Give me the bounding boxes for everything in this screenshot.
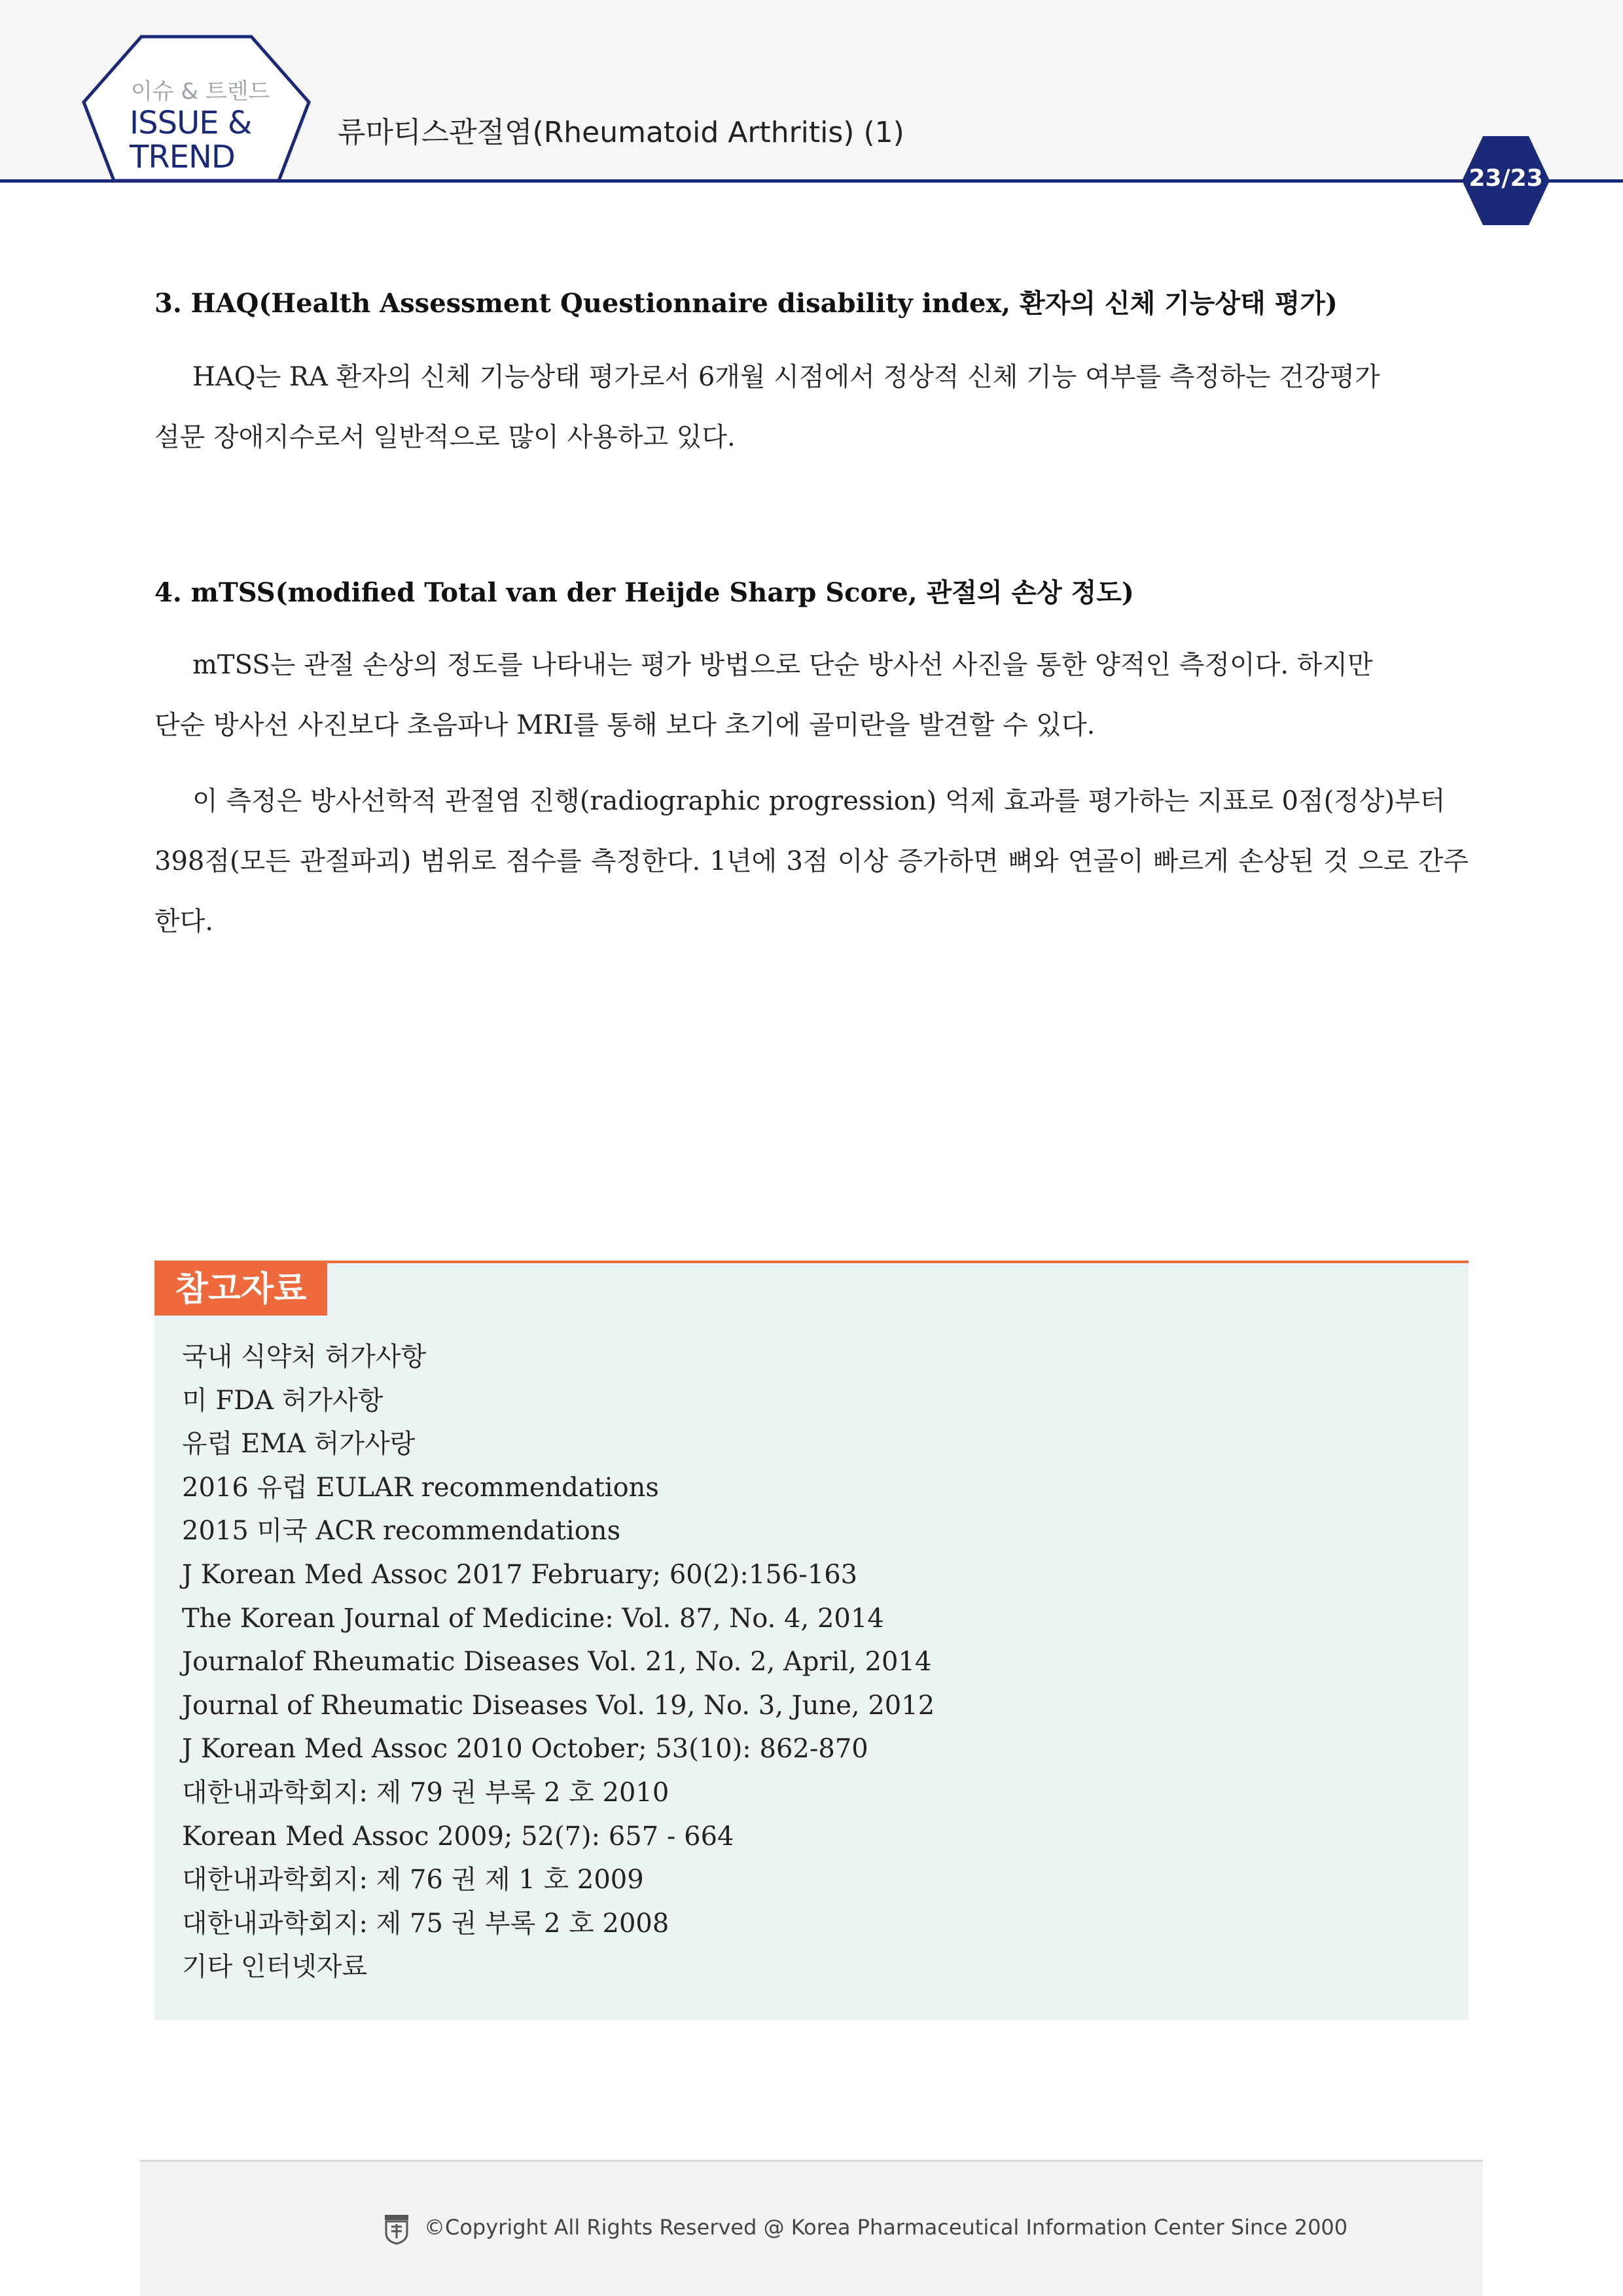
reference-item: Journal of Rheumatic Diseases Vol. 19, No. 3, June, 2012 [182, 1690, 935, 1721]
section-paragraph [154, 347, 1469, 467]
reference-item: J Korean Med Assoc 2017 February; 60(2):156-163 [182, 1559, 858, 1590]
section-paragraph [154, 771, 1469, 952]
reference-item: 유럽 EMA 허가사랑 [182, 1429, 416, 1460]
copyright-text: ©Copyright All Rights Reserved @ Korea Pharmaceutical Information Center Since 2000 [424, 2215, 1348, 2240]
reference-item: 대한내과학회지: 제 76 권 제 1 호 2009 [182, 1865, 644, 1895]
paragraph-first-line: HAQ는 RA 환자의 신체 기능상태 평가로서 6개월 시점에서 정상적 신체 기능 여부를 측정하는 건강평가 [192, 362, 1380, 392]
paragraph-rest: 단순 방사선 사진보다 초음파나 MRI를 통해 보다 초기에 골미란을 발견할 수 있다. [154, 710, 1096, 740]
reference-item: 대한내과학회지: 제 79 권 부록 2 호 2010 [182, 1777, 669, 1808]
reference-item: Korean Med Assoc 2009; 52(7): 657 - 664 [182, 1821, 734, 1852]
reference-item: 기타 인터넷자료 [182, 1952, 368, 1982]
logo-title-line1: ISSUE & [130, 105, 252, 141]
reference-item: 대한내과학회지: 제 75 권 부록 2 호 2008 [182, 1908, 669, 1939]
reference-item: 미 FDA 허가사항 [182, 1385, 383, 1416]
paragraph-first-line: mTSS는 관절 손상의 정도를 나타내는 평가 방법으로 단순 방사선 사진을 통한 양적인 측정이다. 하지만 [192, 650, 1373, 680]
logo-title-line2: TREND [130, 139, 235, 175]
references-label: 참고자료 [154, 1263, 327, 1316]
section-heading-haq: 3. HAQ(Health Assessment Questionnaire disability index, 환자의 신체 기능상태 평가) [154, 288, 1338, 319]
reference-item: 국내 식약처 허가사항 [182, 1342, 427, 1372]
paragraph-first-line: 이 측정은 방사선학적 관절염 진행(radiographic progression) 억제 효과를 평가하는 지표로 0점(정상)부터 [192, 786, 1446, 816]
kpic-crest-icon [383, 2214, 410, 2245]
section-paragraph [154, 635, 1469, 755]
document-title: 류마티스관절염(Rheumatoid Arthritis) (1) [338, 116, 904, 149]
section-heading-mtss: 4. mTSS(modified Total van der Heijde Sharp Score, 관절의 손상 정도) [154, 577, 1134, 608]
references-list [182, 1335, 935, 1989]
reference-item: The Korean Journal of Medicine: Vol. 87, No. 4, 2014 [182, 1603, 884, 1634]
paragraph-rest: 398점(모든 관절파괴) 범위로 점수를 측정한다. 1년에 3점 이상 증가하면 뼈와 연골이 빠르게 손상된 것 으로 간주한다. [154, 846, 1469, 937]
reference-item: J Korean Med Assoc 2010 October; 53(10): 862-870 [182, 1734, 868, 1765]
references-top-rule [154, 1261, 1469, 1263]
reference-item: 2015 미국 ACR recommendations [182, 1516, 621, 1547]
reference-item: Journalof Rheumatic Diseases Vol. 21, No. 2, April, 2014 [182, 1647, 932, 1677]
reference-item: 2016 유럽 EULAR recommendations [182, 1472, 659, 1503]
paragraph-rest: 설문 장애지수로서 일반적으로 많이 사용하고 있다. [154, 422, 736, 452]
page-number: 23/23 [1469, 165, 1543, 192]
logo-subtitle: 이슈 & 트렌드 [131, 79, 270, 105]
